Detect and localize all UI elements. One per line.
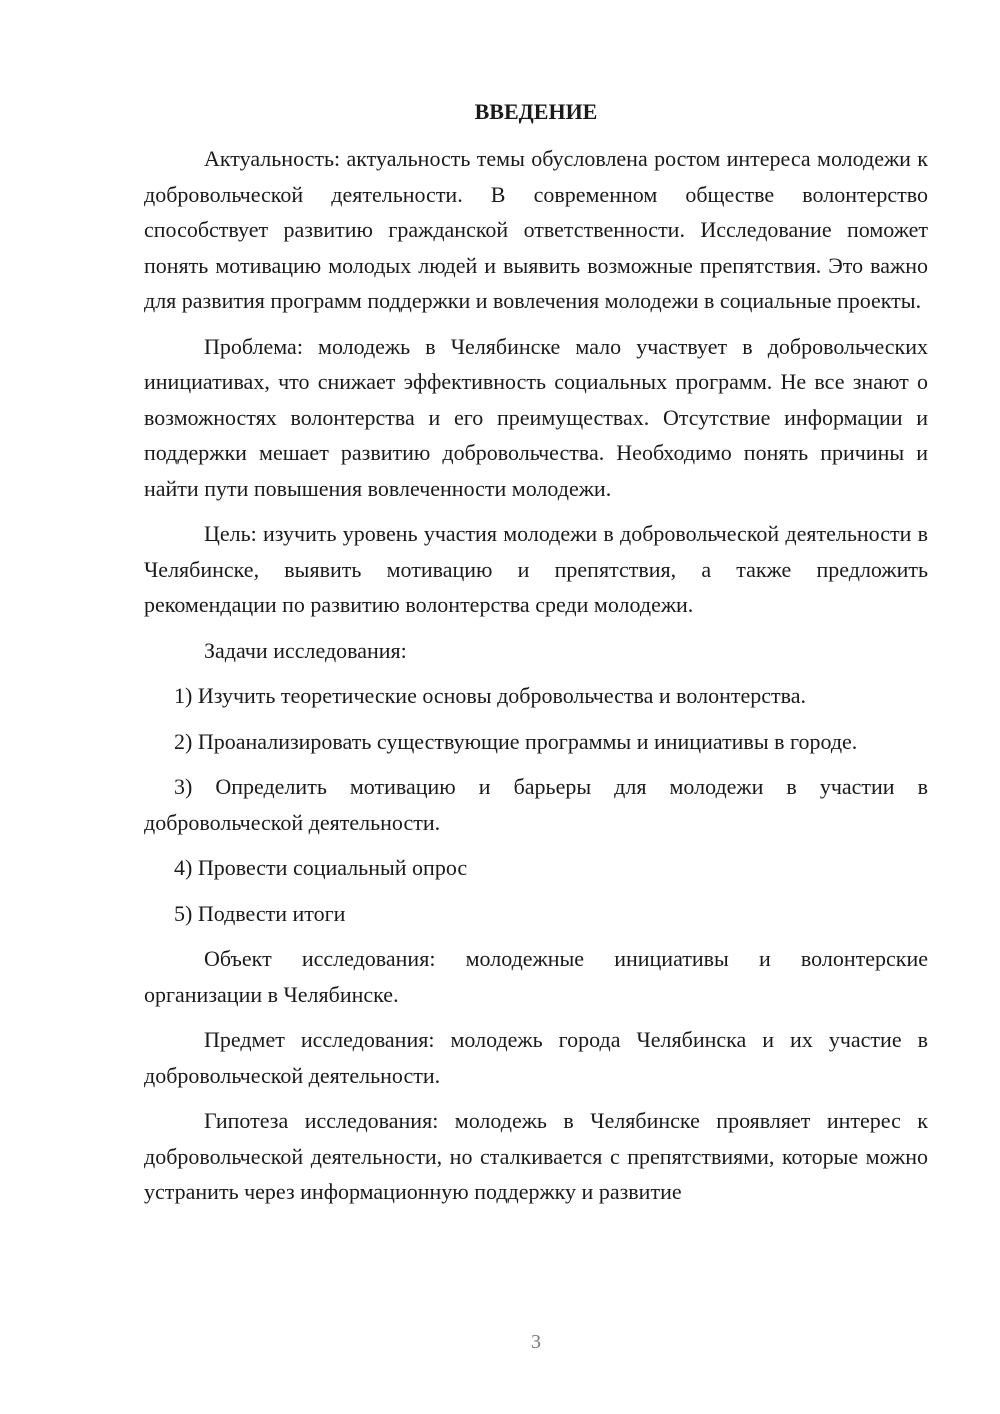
- task-item-3: 3) Определить мотивацию и барьеры для молодежи в участии в добровольческой деятельности.: [144, 774, 928, 835]
- relevance-paragraph: Актуальность: актуальность темы обусловлена ростом интереса молодежи к добровольческой деятельности. В современном обществе волонтерство способствует развитию гражданской ответственности. Исследование поможет понять мотивацию молодых людей и выявить возможные препятствия. Это важно для развития программ поддержки и вовлечения молодежи в социальные проекты.: [144, 146, 928, 313]
- subject-paragraph: Предмет исследования: молодежь города Челябинска и их участие в добровольческой деятельности.: [144, 1027, 928, 1088]
- hypothesis-paragraph: Гипотеза исследования: молодежь в Челябинске проявляет интерес к добровольческой деятельности, но сталкивается с препятствиями, которые можно устранить через информационную поддержку и развитие: [144, 1108, 928, 1204]
- document-body: [144, 94, 928, 1210]
- task-item-5: 5) Подвести итоги: [174, 900, 346, 926]
- task-item-4: 4) Провести социальный опрос: [174, 855, 468, 880]
- tasks-heading: Задачи исследования:: [204, 637, 407, 663]
- goal-paragraph: Цель: изучить уровень участия молодежи в добровольческой деятельности в Челябинске, выявить мотивацию и препятствия, а также предложить рекомендации по развитию волонтерства среди молодежи.: [144, 521, 928, 617]
- task-item-2: 2) Проанализировать существующие программы и инициативы в городе.: [174, 728, 858, 754]
- page-number: 3: [531, 1331, 541, 1353]
- page-title: ВВЕДЕНИЕ: [474, 99, 598, 124]
- object-paragraph: Объект исследования: молодежные инициативы и волонтерские организации в Челябинске.: [144, 946, 928, 1007]
- task-item-1: 1) Изучить теоретические основы добровольчества и волонтерства.: [174, 683, 806, 708]
- problem-paragraph: Проблема: молодежь в Челябинске мало участвует в добровольческих инициативах, что снижает эффективность социальных программ. Не все знают о возможностях волонтерства и его преимуществах. Отсутствие информации и поддержки мешает развитию добровольчества. Необходимо понять причины и найти пути повышения вовлеченности молодежи.: [144, 333, 928, 501]
